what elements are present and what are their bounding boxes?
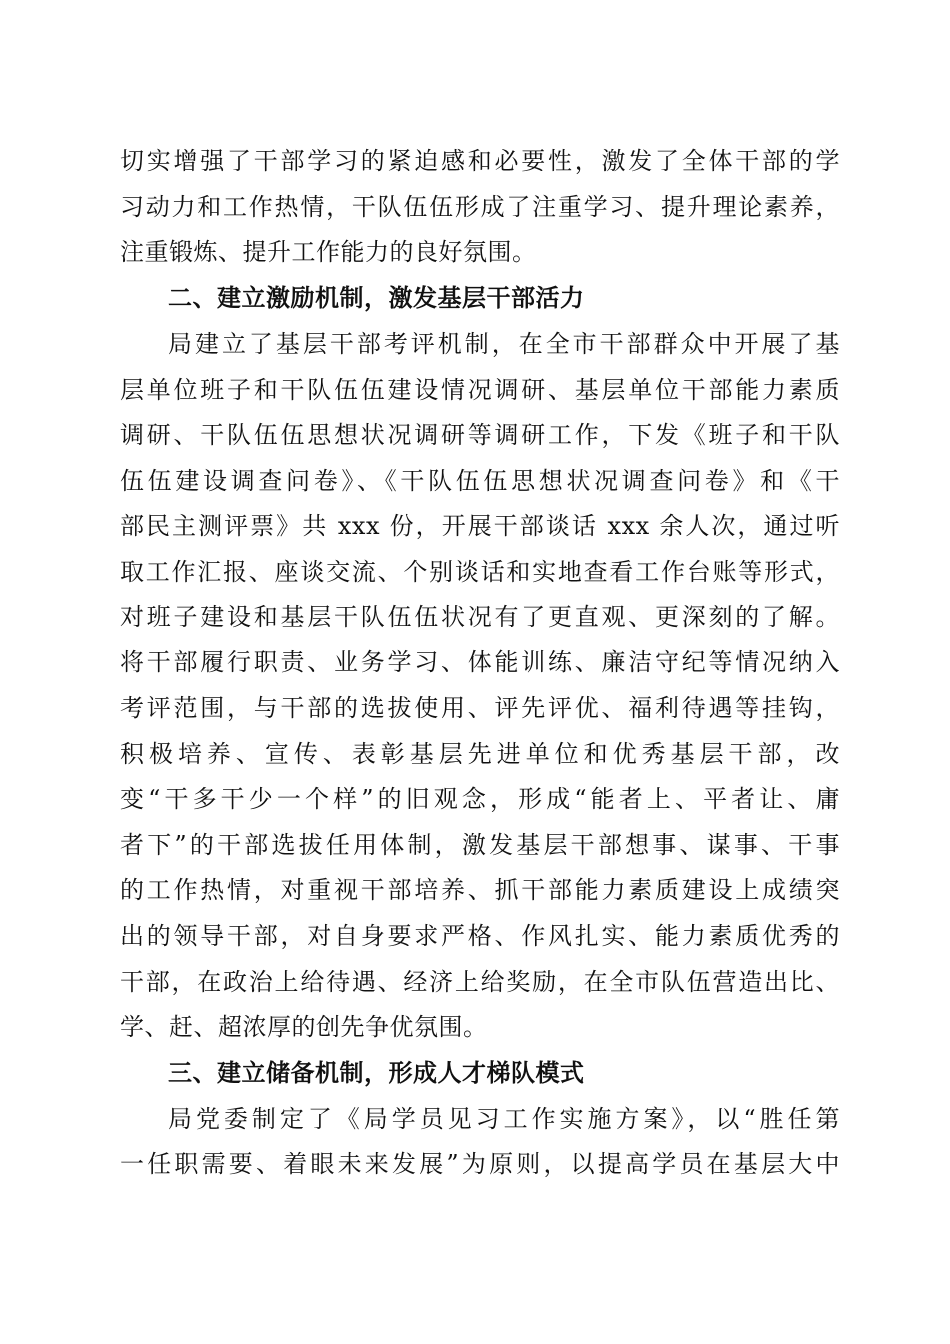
paragraph-line: 注重锻炼、提升工作能力的良好氛围。 [120,238,537,266]
paragraph-line: 局建立了基层干部考评机制，在全市干部群众中开展了基 [168,330,840,358]
paragraph-line: 变“干多干少一个样”的旧观念，形成“能者上、平者让、庸 [120,785,840,813]
paragraph-line: 出的领导干部，对自身要求严格、作风扎实、能力素质优秀的 [120,922,840,950]
paragraph-line: 一任职需要、着眼未来发展”为原则，以提高学员在基层大中 [120,1150,840,1178]
paragraph-line: 学、赶、超浓厚的创先争优氛围。 [120,1013,488,1041]
paragraph-line: 局党委制定了《局学员见习工作实施方案》，以“胜任第 [168,1105,840,1133]
paragraph-line: 部民主测评票》共 xxx 份，开展干部谈话 xxx 余人次，通过听 [120,512,840,540]
section-heading-2: 二、建立激励机制，激发基层干部活力 [168,284,585,312]
paragraph-line: 将干部履行职责、业务学习、体能训练、廉洁守纪等情况纳入 [120,648,840,676]
section-heading-3: 三、建立储备机制，形成人才梯队模式 [168,1059,585,1087]
paragraph-line: 积极培养、宣传、表彰基层先进单位和优秀基层干部，改 [120,740,840,768]
paragraph-line: 层单位班子和干队伍伍建设情况调研、基层单位干部能力素质 [120,376,840,404]
paragraph-line: 调研、干队伍伍思想状况调研等调研工作，下发《班子和干队 [120,421,840,449]
paragraph-line: 对班子建设和基层干队伍伍状况有了更直观、更深刻的了解。 [120,603,840,631]
paragraph-line: 的工作热情，对重视干部培养、抓干部能力素质建设上成绩突 [120,876,840,904]
paragraph-line: 考评范围，与干部的选拔使用、评先评优、福利待遇等挂钩， [120,694,840,722]
paragraph-line: 干部，在政治上给待遇、经济上给奖励，在全市队伍营造出比、 [120,968,840,996]
paragraph-line: 伍伍建设调查问卷》、《干队伍伍思想状况调查问卷》和《干 [120,467,840,495]
paragraph-line: 习动力和工作热情，干队伍伍形成了注重学习、提升理论素养， [120,193,840,221]
paragraph-line: 取工作汇报、座谈交流、个别谈话和实地查看工作台账等形式， [120,558,840,586]
paragraph-line: 者下”的干部选拔任用体制，激发基层干部想事、谋事、干事 [120,831,840,859]
paragraph-line: 切实增强了干部学习的紧迫感和必要性，激发了全体干部的学 [120,147,840,175]
